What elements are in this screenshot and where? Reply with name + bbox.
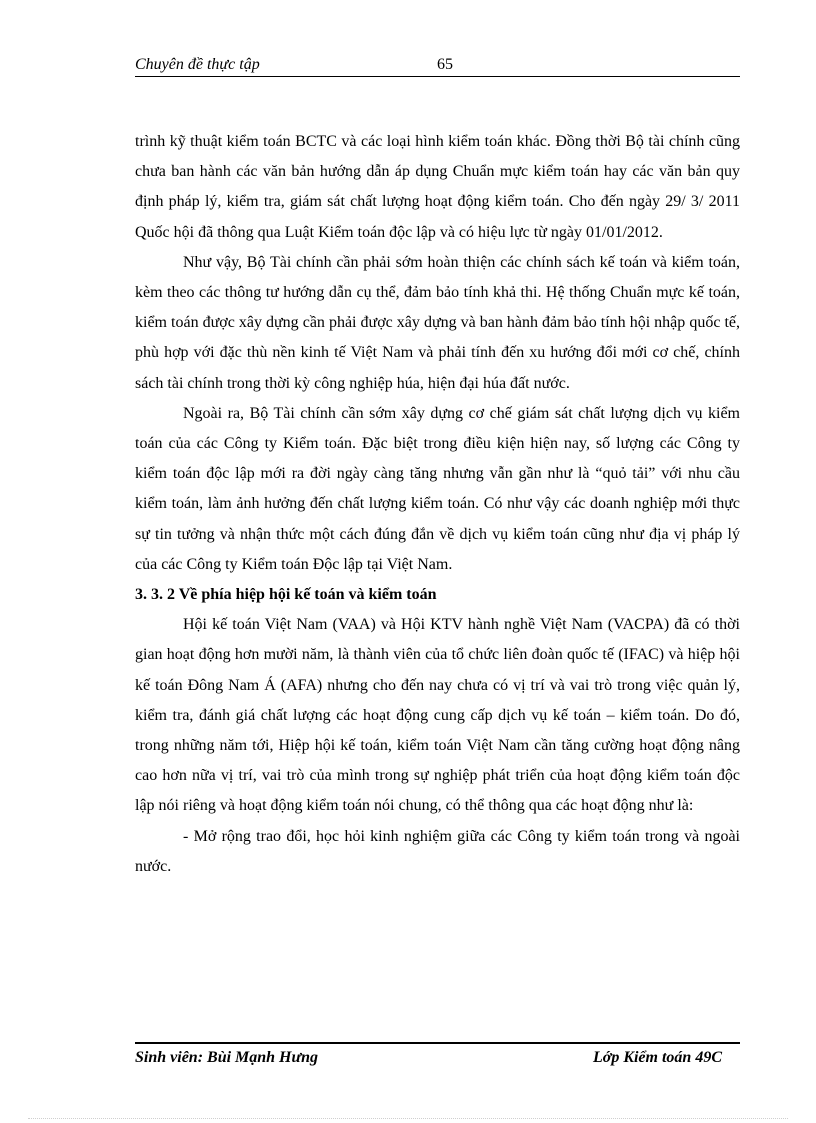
page-header — [135, 52, 740, 77]
page-number: 65 — [437, 56, 453, 73]
paragraph-5: - Mở rộng trao đổi, học hỏi kinh nghiệm giữa các Công ty kiểm toán trong và ngoài nước. — [135, 827, 740, 875]
paragraph-4: Hội kế toán Việt Nam (VAA) và Hội KTV hành nghề Việt Nam (VACPA) đã có thời gian hoạt động hơn mười năm, là thành viên của tổ chức liên đoàn quốc tế (IFAC) và hiệp hội kế toán Đông Nam Á (AFA) nhưng cho đến nay chưa có vị trí và vai trò trong việc quản lý, kiểm tra, đánh giá chất lượng các hoạt động cung cấp dịch vụ kế toán – kiểm toán. Do đó, trong những năm tới, Hiệp hội kế toán, kiểm toán Việt Nam cần tăng cường hoạt động nâng cao hơn nữa vị trí, vai trò của mình trong sự nghiệp phát triển của hoạt động kiểm toán độc lập nói riêng và hoạt động kiểm toán nói chung, có thể thông qua các hoạt động như là: — [135, 616, 740, 815]
paragraph-2: Như vậy, Bộ Tài chính cần phải sớm hoàn thiện các chính sách kế toán và kiểm toán, kèm theo các thông tư hướng dẫn cụ thể, đảm bảo tính khả thi. Hệ thống Chuẩn mực kế toán, kiểm toán được xây dựng cần phải được xây dựng và ban hành đảm bảo tính hội nhập quốc tế, phù hợp với đặc thù nền kinh tế Việt Nam và phải tính đến xu hướng đổi mới cơ chế, chính sách tài chính trong thời kỳ công nghiệp húa, hiện đại húa đất nước. — [135, 253, 740, 392]
footer-student: Sinh viên: Bùi Mạnh Hưng — [135, 1049, 318, 1066]
paragraph-1: trình kỹ thuật kiểm toán BCTC và các loại hình kiểm toán khác. Đồng thời Bộ tài chính cũng chưa ban hành các văn bản hướng dẫn áp dụng Chuẩn mực kiểm toán hay các văn bản quy định pháp lý, kiểm tra, giám sát chất lượng hoạt động kiểm toán. Cho đến ngày 29/ 3/ 2011 Quốc hội đã thông qua Luật Kiểm toán độc lập và có hiệu lực từ ngày 01/01/2012. — [135, 133, 740, 241]
paragraph-3: Ngoài ra, Bộ Tài chính cần sớm xây dựng cơ chế giám sát chất lượng dịch vụ kiểm toán của các Công ty Kiểm toán. Đặc biệt trong điều kiện hiện nay, số lượng các Công ty kiểm toán độc lập mới ra đời ngày càng tăng nhưng vẫn gần như là “quỏ tải” với nhu cầu kiểm toán, làm ảnh hưởng đến chất lượng kiểm toán. Có như vậy các doanh nghiệp mới thực sự tin tưởng và nhận thức một cách đúng đắn về dịch vụ kiểm toán cũng như địa vị pháp lý của các Công ty Kiểm toán Độc lập tại Việt Nam. — [135, 404, 740, 573]
page-footer — [135, 1042, 740, 1074]
document-body — [135, 127, 740, 882]
page-bottom-divider — [28, 1118, 788, 1119]
section-heading: 3. 3. 2 Về phía hiệp hội kế toán và kiểm toán — [135, 586, 437, 604]
header-title: Chuyên đề thực tập — [135, 56, 260, 73]
footer-class: Lớp Kiểm toán 49C — [592, 1049, 722, 1066]
